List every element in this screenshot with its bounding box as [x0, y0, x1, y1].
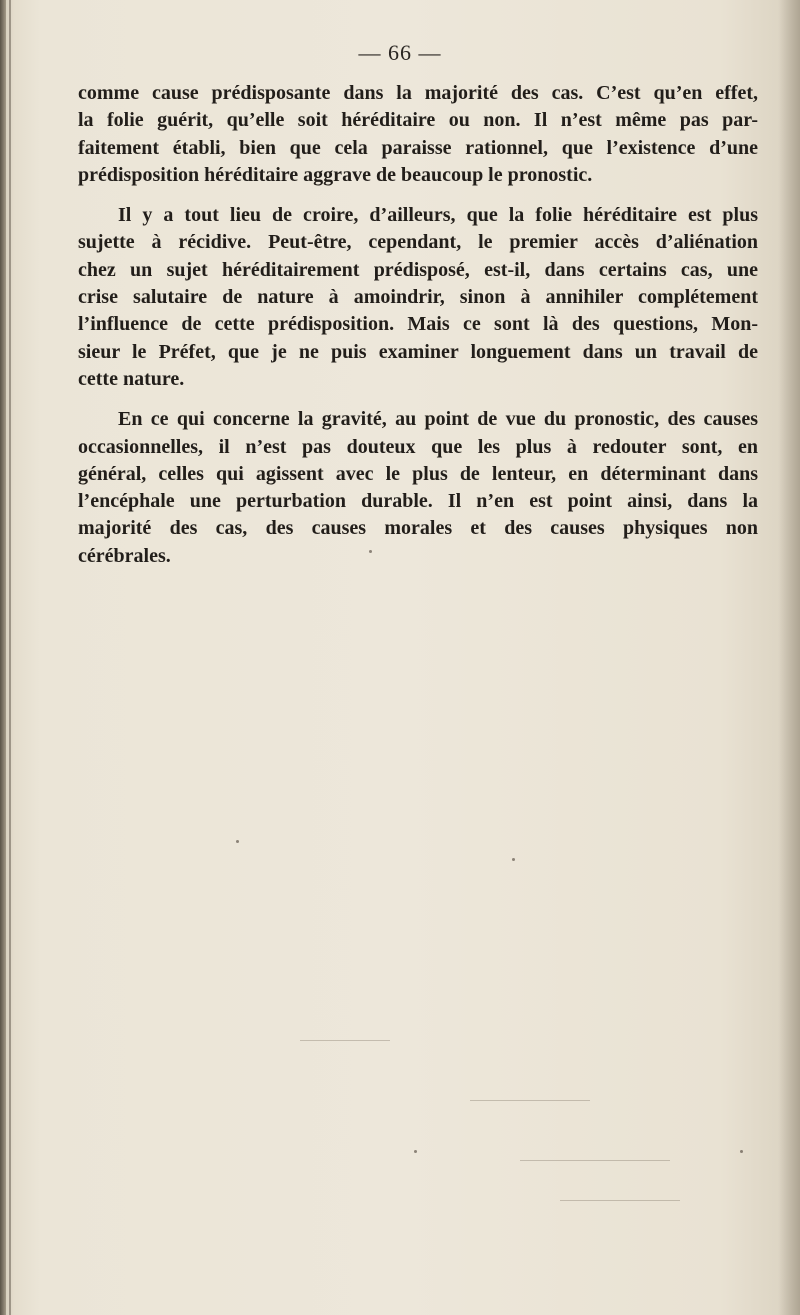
- show-through-mark: [470, 1100, 590, 1101]
- text-line: crise salutaire de nature à amoindrir, sinon à annihiler complétement: [78, 286, 758, 309]
- paper-speck: [740, 1150, 743, 1153]
- show-through-mark: [520, 1160, 670, 1161]
- text-line: la folie guérit, qu’elle soit héréditaire ou non. Il n’est même pas par-: [78, 109, 758, 132]
- text-line: général, celles qui agissent avec le plus de lenteur, en déterminant dans: [78, 462, 758, 485]
- show-through-mark: [300, 1040, 390, 1041]
- binding-line: [9, 0, 11, 1315]
- text-line: majorité des cas, des causes morales et des causes physiques non: [78, 517, 758, 540]
- paragraph-1: [78, 80, 758, 189]
- text-line: l’encéphale une perturbation durable. Il n’en est point ainsi, dans la: [78, 490, 758, 513]
- page-number: — 66 —: [358, 40, 442, 65]
- text-line: chez un sujet héréditairement prédisposé, est-il, dans certains cas, une: [78, 258, 758, 281]
- text-line: prédisposition héréditaire aggrave de beaucoup le pronostic.: [78, 163, 593, 186]
- text-line: cérébrales.: [78, 544, 171, 567]
- text-line: cette nature.: [78, 367, 185, 390]
- text-line: sujette à récidive. Peut-être, cependant, le premier accès d’aliénation: [78, 231, 758, 254]
- paper-speck: [414, 1150, 417, 1153]
- paper-speck: [369, 550, 372, 553]
- paper-speck: [236, 840, 239, 843]
- text-line: sieur le Préfet, que je ne puis examiner longuement dans un travail de: [78, 340, 758, 363]
- page-edge-shadow: [778, 0, 800, 1315]
- paper-speck: [512, 858, 515, 861]
- text-line: l’influence de cette prédisposition. Mais ce sont là des questions, Mon-: [78, 313, 758, 336]
- body-text: [78, 80, 758, 570]
- text-line: En ce qui concerne la gravité, au point de vue du pronostic, des causes: [118, 408, 758, 431]
- paragraph-2: [78, 202, 758, 393]
- binding-edge: [0, 0, 6, 1315]
- paragraph-3: [78, 406, 758, 570]
- show-through-mark: [560, 1200, 680, 1201]
- text-line: comme cause prédisposante dans la majorité des cas. C’est qu’en effet,: [78, 82, 758, 104]
- text-line: faitement établi, bien que cela paraisse rationnel, que l’existence d’une: [78, 136, 758, 159]
- text-line: Il y a tout lieu de croire, d’ailleurs, que la folie héréditaire est plus: [118, 204, 758, 227]
- text-line: occasionnelles, il n’est pas douteux que les plus à redouter sont, en: [78, 435, 758, 458]
